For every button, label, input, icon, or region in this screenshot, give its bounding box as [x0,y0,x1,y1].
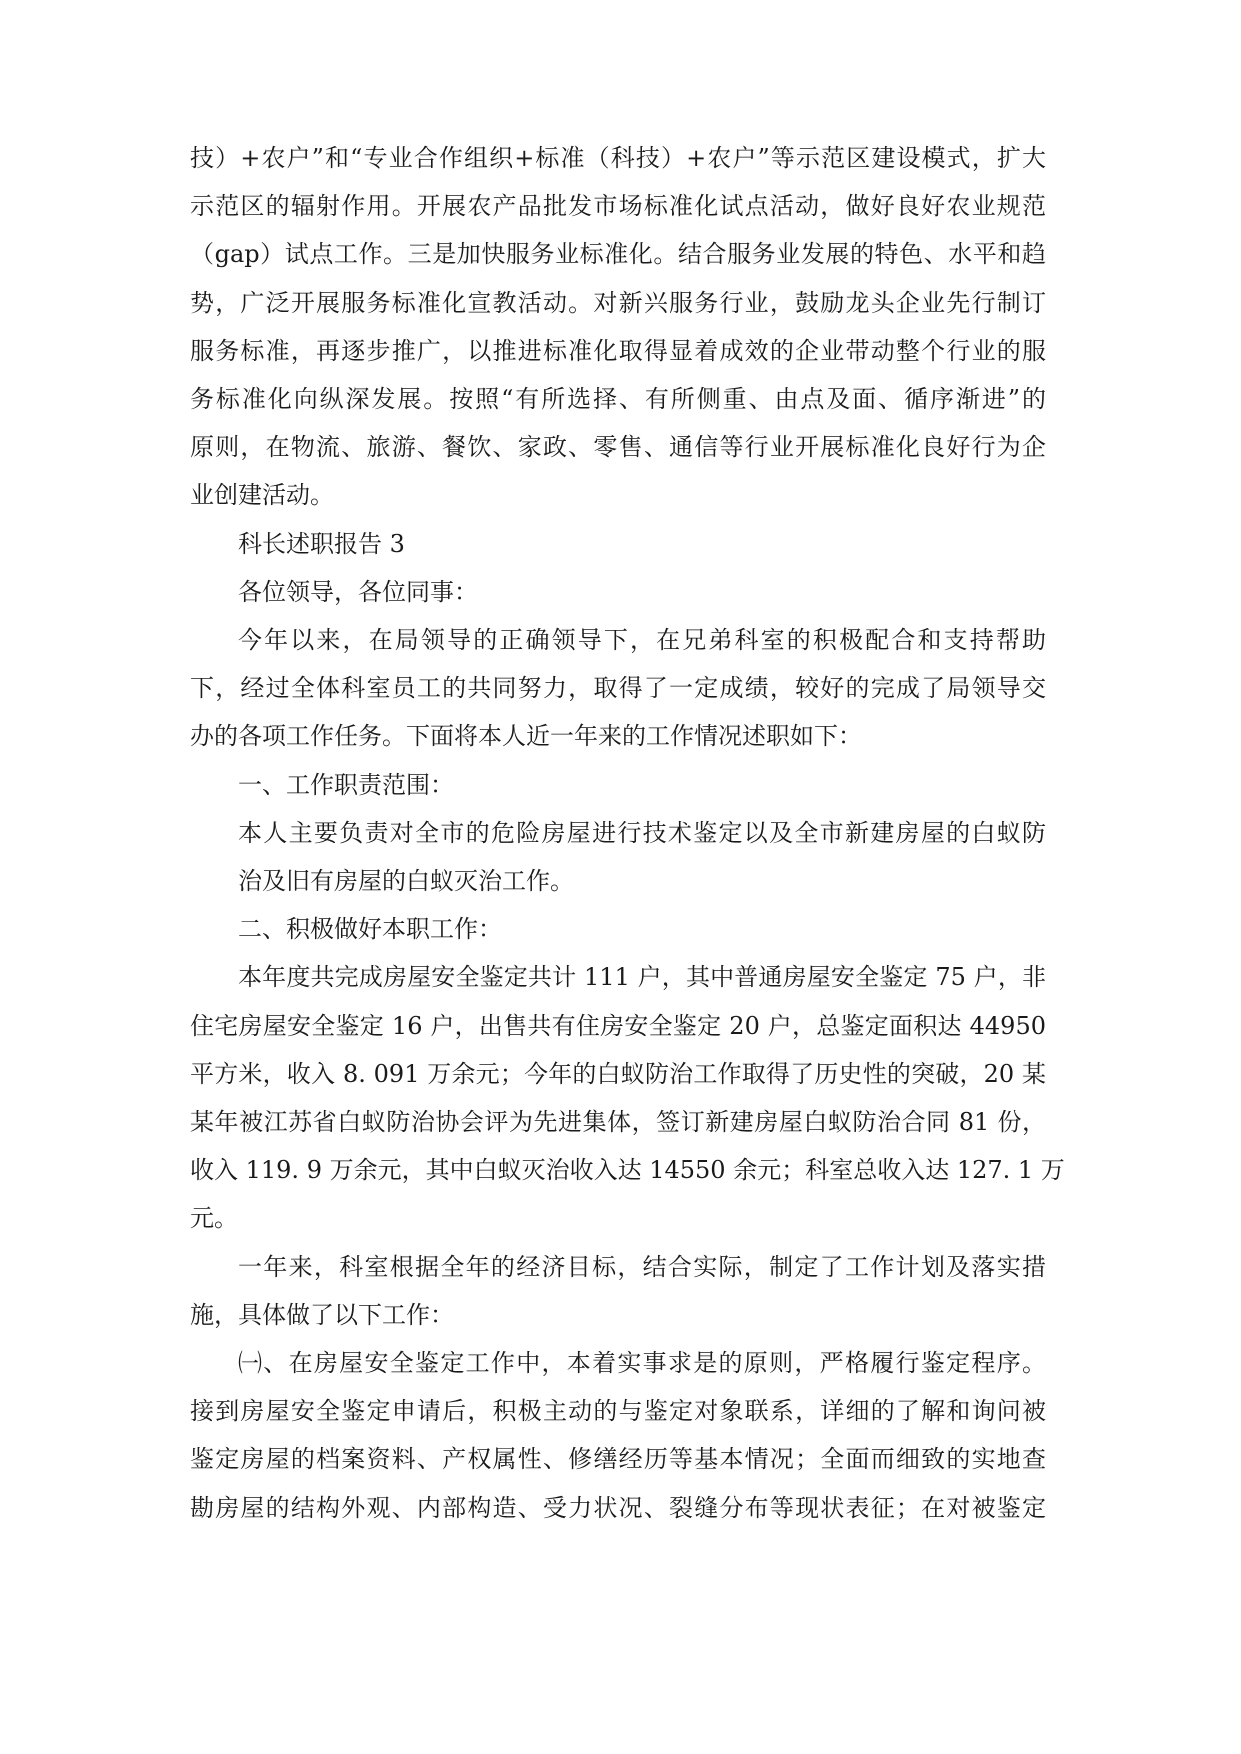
text-line: 势，广泛开展服务标准化宣教活动。对新兴服务行业，鼓励龙头企业先行制订 [190,289,1046,317]
text-line: 平方米，收入 8. 091 万余元；今年的白蚁防治工作取得了历史性的突破，20 某 [190,1060,1046,1088]
text-line: 收入 119. 9 万余元，其中白蚁灭治收入达 14550 余元；科室总收入达 127. 1 万 [190,1156,1065,1184]
text-line: 技）+农户”和“专业合作组织+标准（科技）+农户”等示范区建设模式，扩大 [190,144,1046,172]
text-line: 治及旧有房屋的白蚁灭治工作。 [238,867,574,895]
text-line: 施，具体做了以下工作： [190,1301,454,1329]
text-line: 一年来，科室根据全年的经济目标，结合实际，制定了工作计划及落实措 [238,1253,1046,1281]
text-line: 本年度共完成房屋安全鉴定共计 111 户，其中普通房屋安全鉴定 75 户，非 [238,963,1046,991]
section-heading: 科长述职报告 3 [238,530,405,558]
text-line: 服务标准，再逐步推广，以推进标准化取得显着成效的企业带动整个行业的服 [190,337,1046,365]
text-line: 勘房屋的结构外观、内部构造、受力状况、裂缝分布等现状表征；在对被鉴定 [190,1494,1046,1522]
text-line: 下，经过全体科室员工的共同努力，取得了一定成绩，较好的完成了局领导交 [190,674,1046,702]
text-line: 务标准化向纵深发展。按照“有所选择、有所侧重、由点及面、循序渐进”的 [190,385,1046,413]
text-line: 业创建活动。 [190,481,334,509]
text-line: 原则，在物流、旅游、餐饮、家政、零售、通信等行业开展标准化良好行为企 [190,433,1046,461]
text-line: 本人主要负责对全市的危险房屋进行技术鉴定以及全市新建房屋的白蚁防 [238,819,1046,847]
text-line: 办的各项工作任务。下面将本人近一年来的工作情况述职如下： [190,722,862,750]
text-line: 今年以来，在局领导的正确领导下，在兄弟科室的积极配合和支持帮助 [238,626,1046,654]
text-line: 示范区的辐射作用。开展农产品批发市场标准化试点活动，做好良好农业规范 [190,192,1046,220]
text-line: 元。 [190,1204,238,1232]
text-line: 鉴定房屋的档案资料、产权属性、修缮经历等基本情况；全面而细致的实地查 [190,1445,1046,1473]
salutation: 各位领导，各位同事： [238,578,478,606]
text-line: 某年被江苏省白蚁防治协会评为先进集体，签订新建房屋白蚁防治合同 81 份， [190,1108,1046,1136]
text-line: （gap）试点工作。三是加快服务业标准化。结合服务业发展的特色、水平和趋 [190,240,1046,268]
text-line: 住宅房屋安全鉴定 16 户，出售共有住房安全鉴定 20 户，总鉴定面积达 44950 [190,1012,1046,1040]
text-line: 接到房屋安全鉴定申请后，积极主动的与鉴定对象联系，详细的了解和询问被 [190,1397,1046,1425]
subheading: 二、积极做好本职工作： [238,915,502,943]
text-line: ㈠、在房屋安全鉴定工作中，本着实事求是的原则，严格履行鉴定程序。 [238,1349,1046,1377]
subheading: 一、工作职责范围： [238,771,454,799]
